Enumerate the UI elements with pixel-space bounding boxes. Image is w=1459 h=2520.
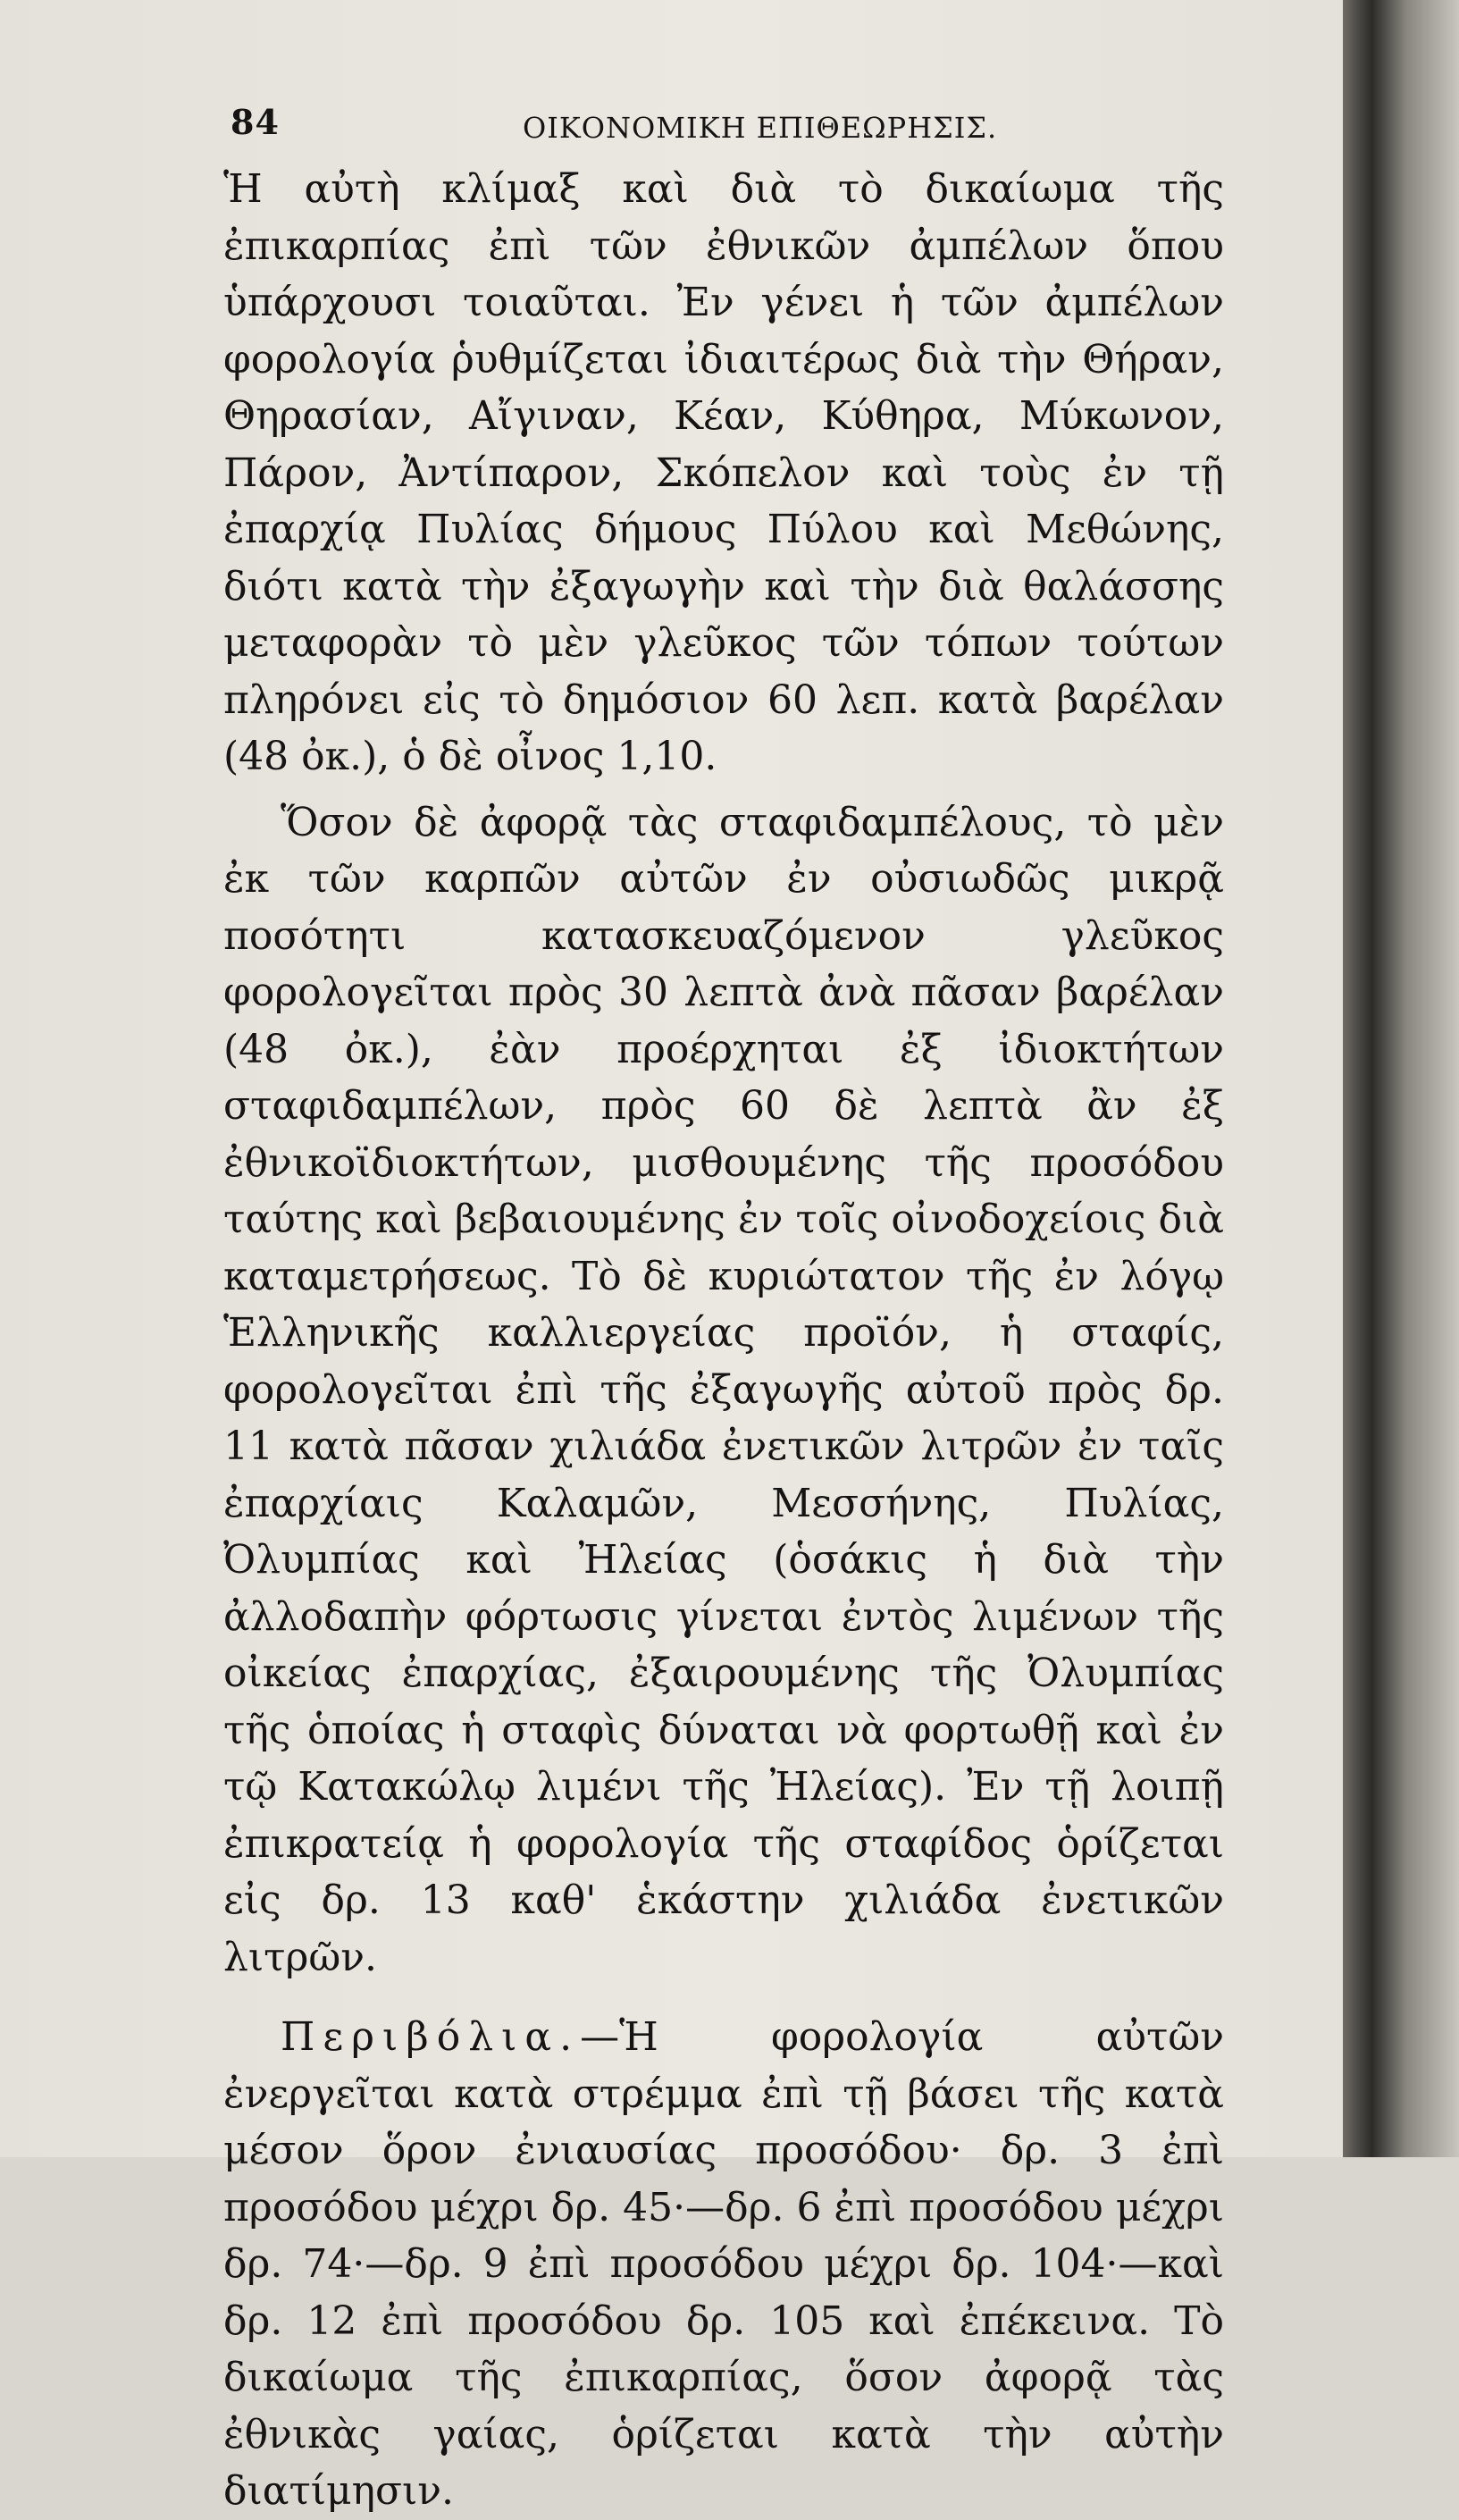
running-title: ΟΙΚΟΝΟΜΙΚΗ ΕΠΙΘΕΩΡΗΣΙΣ. xyxy=(523,111,998,145)
running-head xyxy=(223,98,1224,161)
section-text: —Ἡ φορολογία αὐτῶν ἐνεργεῖται κατὰ στρέμμα ἐπὶ τῇ βάσει τῆς κατὰ μέσον ὅρον ἐνιαυσίας προσόδου· δρ. 3 ἐπὶ προσόδου μέχρι δρ. 45·—δρ. 6 ἐπὶ προσόδου μέχρι δρ. 74·—δρ. 9 ἐπὶ προσόδου μέχρι δρ. 104·—καὶ δρ. 12 ἐπὶ προσόδου δρ. 105 καὶ ἐπέκεινα. Τὸ δικαίωμα τῆς ἐπικαρπίας, ὅσον ἀφορᾷ τὰς ἐθνικὰς γαίας, ὁρίζεται κατὰ τὴν αὐτὴν διατίμησιν. xyxy=(223,2014,1224,2514)
paragraph-vineyards: Ἡ αὐτὴ κλίμαξ καὶ διὰ τὸ δικαίωμα τῆς ἐπικαρπίας ἐπὶ τῶν ἐθνικῶν ἀμπέλων ὅπου ὑπάρχουσι τοιαῦται. Ἐν γένει ἡ τῶν ἀμπέλων φορολογία ῥυθμίζεται ἰδιαιτέρως διὰ τὴν Θήραν, Θηρασίαν, Αἴγιναν, Κέαν, Κύθηρα, Μύκωνον, Πάρον, Ἀντίπαρον, Σκόπελον καὶ τοὺς ἐν τῇ ἐπαρχίᾳ Πυλίας δήμους Πύλου καὶ Μεθώνης, διότι κατὰ τὴν ἐξαγωγὴν καὶ τὴν διὰ θαλάσσης μεταφορὰν τὸ μὲν γλεῦκος τῶν τόπων τούτων πληρόνει εἰς τὸ δημόσιον 60 λεπ. κατὰ βαρέλαν (48 ὀκ.), ὁ δὲ οἶνος 1,10. xyxy=(223,166,1224,779)
page-content xyxy=(223,98,1224,2520)
section-heading: Περιβόλια. xyxy=(281,2014,581,2060)
paragraph-orchards xyxy=(223,2009,1224,2520)
paragraph-currants: Ὅσον δὲ ἀφορᾷ τὰς σταφιδαμπέλους, τὸ μὲν ἐκ τῶν καρπῶν αὐτῶν ἐν οὐσιωδῶς μικρᾷ ποσότητι κατασκευαζόμενον γλεῦκος φορολογεῖται πρὸς 30 λεπτὰ ἀνὰ πᾶσαν βαρέλαν (48 ὀκ.), ἐὰν προέρχηται ἐξ ἰδιοκτήτων σταφιδαμπέλων, πρὸς 60 δὲ λεπτὰ ἂν ἐξ ἐθνικοϊδιοκτήτων, μισθουμένης τῆς προσόδου ταύτης καὶ βεβαιουμένης ἐν τοῖς οἰνοδοχείοις διὰ καταμετρήσεως. Τὸ δὲ κυριώτατον τῆς ἐν λόγῳ Ἑλληνικῆς καλλιεργείας προϊόν, ἡ σταφίς, φορολογεῖται ἐπὶ τῆς ἐξαγωγῆς αὐτοῦ πρὸς δρ. 11 κατὰ πᾶσαν χιλιάδα ἐνετικῶν λιτρῶν ἐν ταῖς ἐπαρχίαις Καλαμῶν, Μεσσήνης, Πυλίας, Ὀλυμπίας καὶ Ἠλείας (ὁσάκις ἡ διὰ τὴν ἀλλοδαπὴν φόρτωσις γίνεται ἐντὸς λιμένων τῆς οἰκείας ἐπαρχίας, ἐξαιρουμένης τῆς Ὀλυμπίας τῆς ὁποίας ἡ σταφὶς δύναται νὰ φορτωθῇ καὶ ἐν τῷ Κατακώλῳ λιμένι τῆς Ἠλείας). Ἐν τῇ λοιπῇ ἐπικρατείᾳ ἡ φορολογία τῆς σταφίδος ὁρίζεται εἰς δρ. 13 καθ' ἑκάστην χιλιάδα ἐνετικῶν λιτρῶν. xyxy=(223,799,1224,1980)
page-number: 84 xyxy=(231,102,280,142)
book-spine-shadow xyxy=(1343,0,1459,2157)
